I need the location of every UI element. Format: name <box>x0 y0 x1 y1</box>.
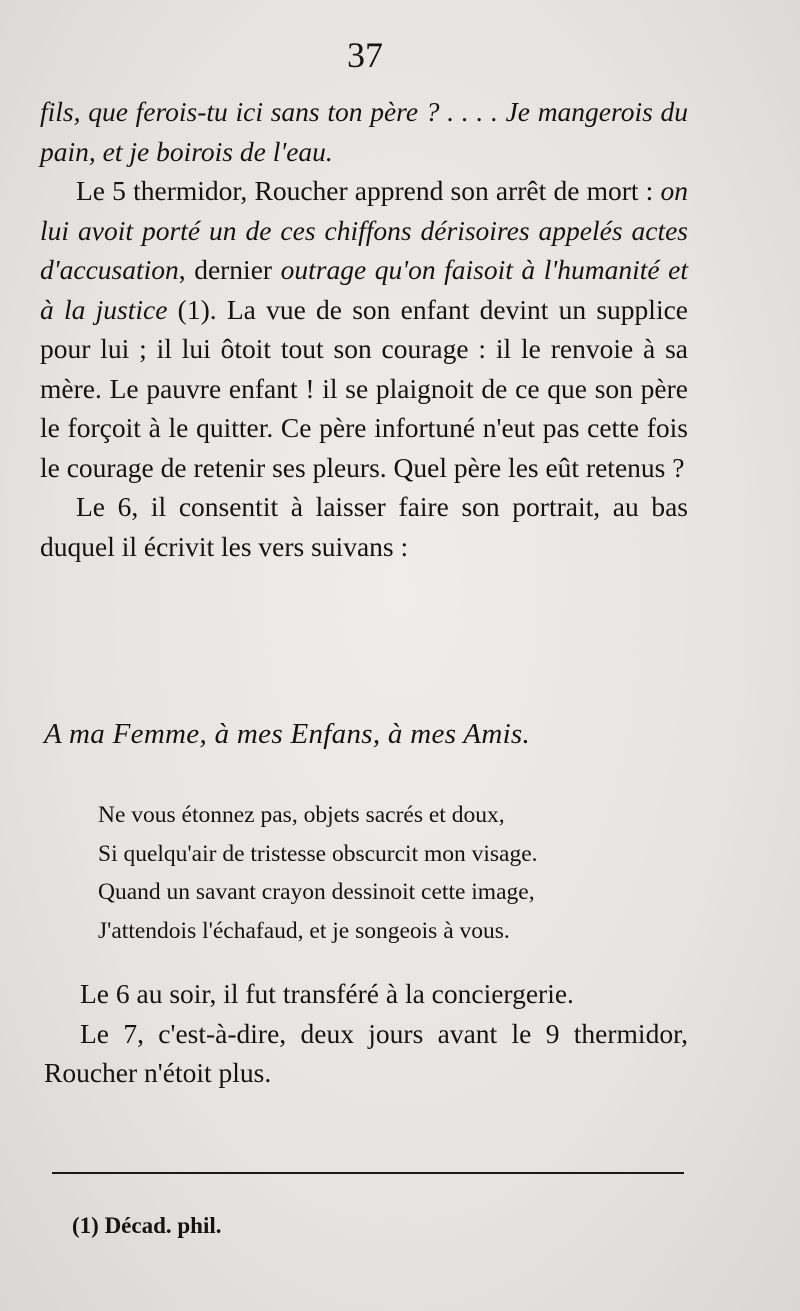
closing-text <box>44 974 688 1093</box>
paragraph-death-sentence <box>40 171 688 487</box>
verse-line: Si quelqu'air de tristesse obscurcit mon visage. <box>98 840 538 867</box>
paragraph-end: Le 7, c'est-à-dire, deux jours avant le 9 thermidor, Roucher n'étoit plus. <box>44 1017 688 1088</box>
text-span: , dernier <box>178 254 281 285</box>
body-text <box>40 92 688 566</box>
footnote-divider <box>52 1172 684 1174</box>
italic-span: on lui avoit porté un de ces chiffons dérisoires appelés actes d'accusation <box>40 175 688 285</box>
verse-line: Quand un savant crayon dessinoit cette image, <box>98 879 535 905</box>
text-span: (1). La vue de son enfant devint un supplice pour lui ; il lui ôtoit tout son courage : il le renvoie à sa mère. Le pauvre enfant ! il se plaignoit de ce que son père le forçoit à le quitter. Ce père infortuné n'eut pas cette fois le courage de retenir ses pleurs. Quel père les eût retenus ? <box>40 293 688 483</box>
verse-line: J'attendois l'échafaud, et je songeois à vous. <box>98 917 510 944</box>
verse-block <box>98 796 668 950</box>
italic-span: outrage qu'on faisoit à l'humanité et à la justice <box>40 254 688 325</box>
paragraph-continuation <box>40 92 688 171</box>
italic-quote: fils, que ferois-tu ici sans ton père ? . . . . Je mangerois du pain, et je boirois de l'eau. <box>40 96 688 167</box>
text-span: Le 5 thermidor, Roucher apprend son arrêt de mort : <box>76 175 661 206</box>
page-number: 37 <box>347 35 383 75</box>
footnote: (1) Décad. phil. <box>72 1213 222 1238</box>
paragraph-portrait: Le 6, il consentit à laisser faire son portrait, au bas duquel il écrivit les vers suivans : <box>40 491 688 562</box>
verse-line: Ne vous étonnez pas, objets sacrés et doux, <box>98 802 505 828</box>
paragraph-transfer: Le 6 au soir, il fut transféré à la conciergerie. <box>80 978 574 1009</box>
verse-dedication: A ma Femme, à mes Enfans, à mes Amis. <box>44 718 531 750</box>
